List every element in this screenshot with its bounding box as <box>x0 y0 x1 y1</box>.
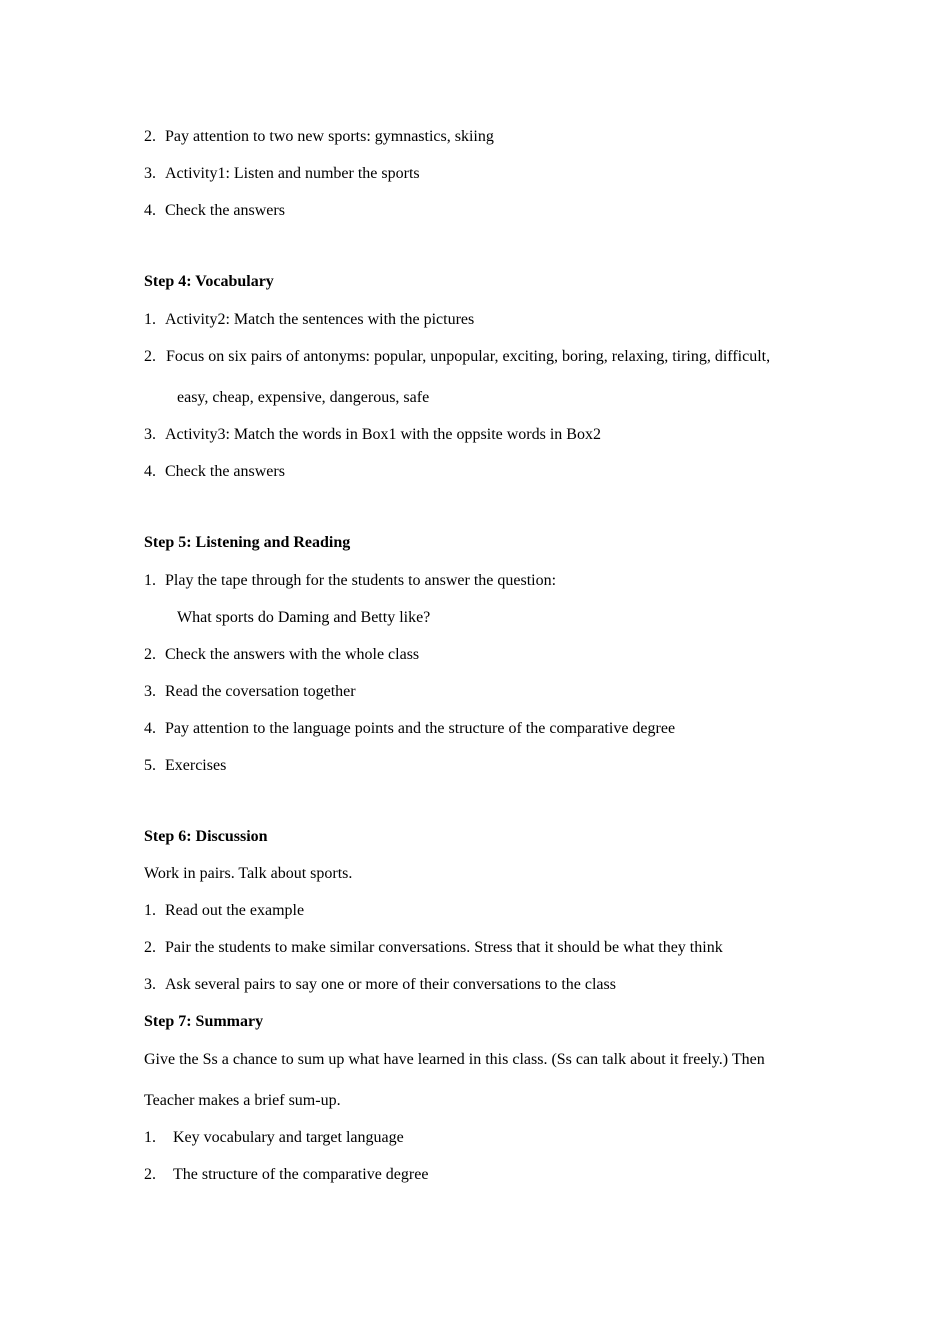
list-item-continuation: easy, cheap, expensive, dangerous, safe <box>177 389 430 406</box>
list-item: 5. Exercises <box>144 757 227 774</box>
step6-heading: Step 6: Discussion <box>144 828 268 845</box>
list-item: 4. Pay attention to the language points and the structure of the comparative degree <box>144 720 676 737</box>
step7-intro-line1: Give the Ss a chance to sum up what have learned in this class. (Ss can talk about it freely.) Then <box>144 1051 765 1068</box>
list-item: 4. Check the answers <box>144 463 285 480</box>
list-item-continuation: What sports do Daming and Betty like? <box>177 609 431 626</box>
list-item: 2. Pair the students to make similar conversations. Stress that it should be what they think <box>144 939 723 956</box>
list-item: 3. Ask several pairs to say one or more of their conversations to the class <box>144 976 616 993</box>
list-item: 1. Play the tape through for the students to answer the question: <box>144 572 557 589</box>
step7-heading: Step 7: Summary <box>144 1013 264 1030</box>
step5-heading: Step 5: Listening and Reading <box>144 534 351 551</box>
step7-intro-line2: Teacher makes a brief sum-up. <box>144 1092 341 1109</box>
list-item: 1. Key vocabulary and target language <box>144 1129 404 1146</box>
list-item: 4. Check the answers <box>144 202 285 219</box>
step6-intro: Work in pairs. Talk about sports. <box>144 865 353 882</box>
list-item: 3. Read the coversation together <box>144 683 356 700</box>
list-item: 2. The structure of the comparative degree <box>144 1166 429 1183</box>
step4-heading: Step 4: Vocabulary <box>144 273 274 290</box>
list-item: 3. Activity3: Match the words in Box1 with the oppsite words in Box2 <box>144 426 601 443</box>
list-item: 3. Activity1: Listen and number the sports <box>144 165 420 182</box>
list-item: 1. Read out the example <box>144 902 305 919</box>
list-item: 1. Activity2: Match the sentences with the pictures <box>144 311 475 328</box>
list-item: 2. Focus on six pairs of antonyms: popular, unpopular, exciting, boring, relaxing, tiring, difficult, <box>144 348 771 365</box>
list-item: 2. Pay attention to two new sports: gymnastics, skiing <box>144 128 494 145</box>
list-item: 2. Check the answers with the whole class <box>144 646 420 663</box>
